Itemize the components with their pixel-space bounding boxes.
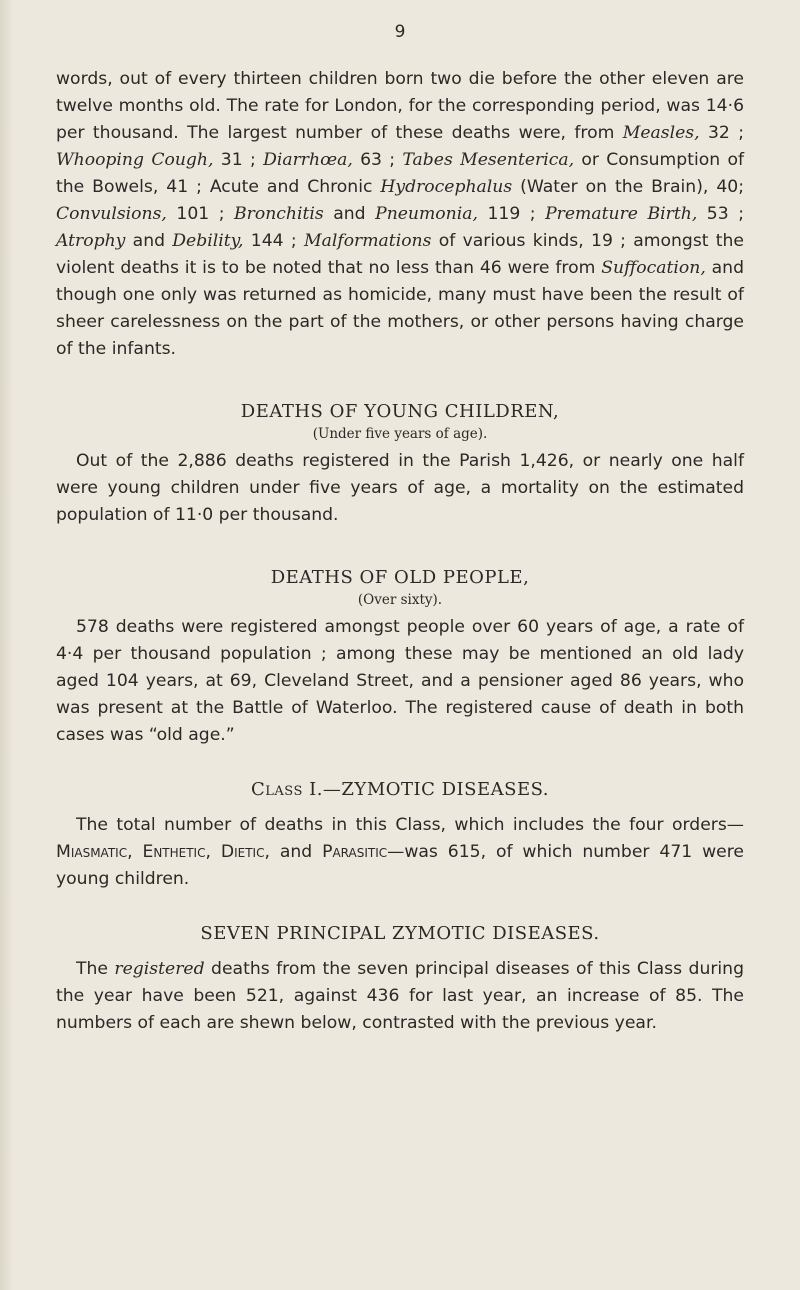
class-one-heading: Class I.—ZYMOTIC DISEASES. xyxy=(250,779,550,800)
young-children-paragraph: Out of the 2,886 deaths registered in the Parish 1,426, or nearly one half were young children under five years of age, a mortality on the estimated population of 11·0 per thousand. xyxy=(56,451,744,525)
old-people-subheading: (Over sixty). xyxy=(357,592,443,608)
old-people-heading: DEATHS OF OLD PEOPLE, xyxy=(270,567,530,588)
seven-diseases-paragraph: The registered deaths from the seven principal diseases of this Class during the year have been 521, against 436 for last year, an increase of 85. The numbers of each are shewn below, contrasted with the previous year. xyxy=(56,959,744,1033)
old-people-paragraph: 578 deaths were registered amongst people over 60 years of age, a rate of 4·4 per thousand population ; among these may be mentioned an old lady aged 104 years, at 69, Cleveland Street, and a pensioner aged 86 years, who was present at the Battle of Waterloo. The registered cause of death in both cases was “old age.” xyxy=(56,617,744,745)
class-one-paragraph: The total number of deaths in this Class, which includes the four orders—Miasmatic, Enthetic, Dietic, and Parasitic—was 615, of which number 471 were young children. xyxy=(56,815,744,889)
page-edge-shadow xyxy=(0,0,14,1290)
intro-paragraph: words, out of every thirteen children born two die before the other eleven are twelve months old. The rate for London, for the corresponding period, was 14·6 per thousand. The largest number of these deaths were, from Measles, 32 ; Whooping Cough, 31 ; Diarrhœa, 63 ; Tabes Mesenterica, or Consumption of the Bowels, 41 ; Acute and Chronic Hydrocephalus (Water on the Brain), 40; Convulsions, 101 ; Bronchitis and Pneumonia, 119 ; Premature Birth, 53 ; Atrophy and Debility, 144 ; Malformations of various kinds, 19 ; amongst the violent deaths it is to be noted that no less than 46 were from Suffocation, and though one only was returned as homicide, many must have been the result of sheer carelessness on the part of the mothers, or other persons having charge of the infants. xyxy=(56,69,745,359)
seven-diseases-heading: SEVEN PRINCIPAL ZYMOTIC DISEASES. xyxy=(200,923,600,944)
young-children-heading: DEATHS OF YOUNG CHILDREN, xyxy=(240,401,560,422)
page-number: 9 xyxy=(394,22,406,42)
young-children-subheading: (Under five years of age). xyxy=(312,426,488,442)
